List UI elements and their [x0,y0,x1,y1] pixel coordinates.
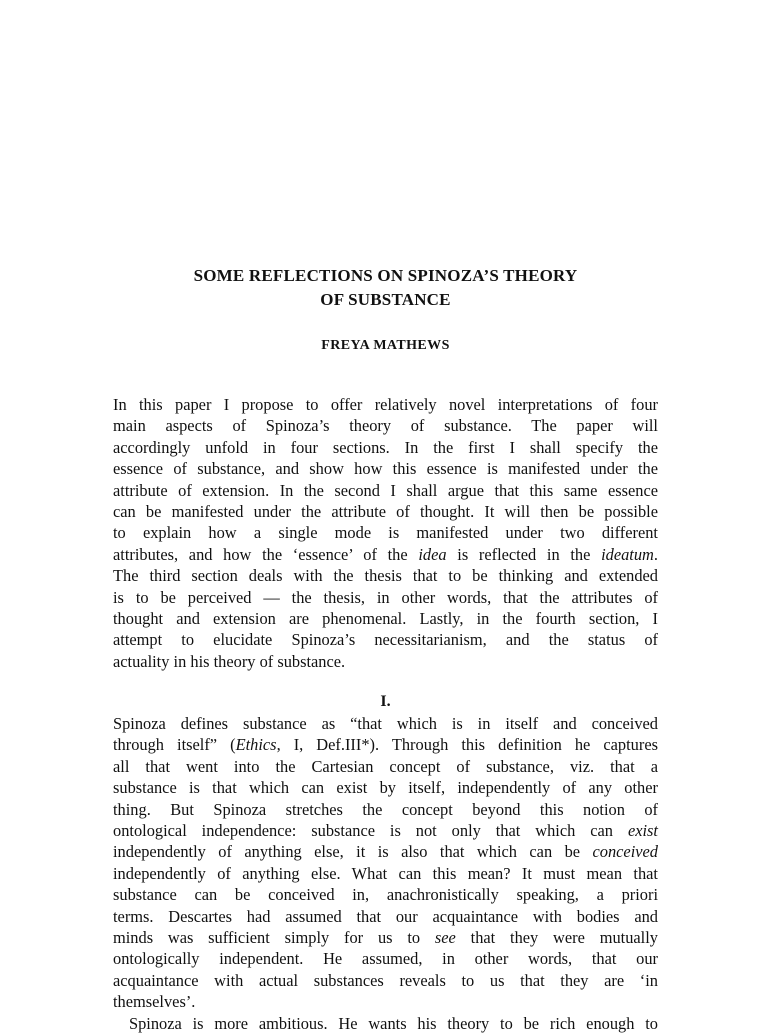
text-line: ontologically independent. He assumed, in other words, that our [113,949,658,969]
section-1-body [113,713,658,1034]
text-segment: minds was sufficient simply for us to [113,928,435,948]
text-line: attribute of extension. In the second I shall argue that this same essence [113,480,658,500]
emphasis-conceived: conceived [592,842,658,862]
emphasis-idea: idea [418,544,447,564]
text-line: substance can be conceived in, anachronistically speaking, a priori [113,885,658,905]
text-line [113,734,658,755]
text-segment: . [653,544,658,564]
text-line: independently of anything else. What can this mean? It must mean that [113,863,658,883]
text-line: The third section deals with the thesis that to be thinking and extended [113,566,658,586]
text-segment: through itself” ( [113,735,236,755]
emphasis-exist: exist [627,821,658,841]
emphasis-ethics: Ethics [235,735,277,755]
text-line: thought and extension are phenomenal. Lastly, in the fourth section, I [113,609,658,629]
text-line: all that went into the Cartesian concept of substance, viz. that a [113,756,658,776]
emphasis-see: see [434,928,456,948]
text-line: substance is that which can exist by itself, independently of any other [113,778,658,798]
text-line: main aspects of Spinoza’s theory of substance. The paper will [113,416,658,436]
paper-title [113,264,658,312]
paper-page [113,0,658,1033]
text-segment: , I, Def.III*). Through this definition he captures [276,735,658,755]
text-segment: ontological independence: substance is not only that which can [113,821,628,841]
text-line: essence of substance, and show how this essence is manifested under the [113,459,658,479]
text-line: acquaintance with actual substances reveals to us that they are ‘in [113,970,658,990]
emphasis-ideatum: ideatum [601,544,654,564]
text-line: Spinoza is more ambitious. He wants his theory to be rich enough to [129,1013,658,1033]
paper-author: FREYA MATHEWS [321,338,450,353]
text-segment: is reflected in the [446,544,602,564]
section-heading-1: I. [380,693,391,710]
text-line [113,544,658,565]
text-segment: that they were mutually [455,928,658,948]
text-line: can be manifested under the attribute of thought. It will then be possible [113,502,658,522]
text-line: Spinoza defines substance as “that which is in itself and conceived [113,714,658,733]
text-line: is to be perceived — the thesis, in other words, that the attributes of [113,587,658,607]
paper-title-line-1: SOME REFLECTIONS ON SPINOZA’S THEORY [193,266,578,285]
text-line: terms. Descartes had assumed that our acquaintance with bodies and [113,906,658,926]
text-line: accordingly unfold in four sections. In the first I shall specify the [113,437,658,457]
text-line: In this paper I propose to offer relatively novel interpretations of four [113,395,658,414]
text-line: themselves’. [113,992,196,1012]
text-line [113,927,658,948]
text-line [113,841,658,862]
text-segment: independently of anything else, it is also that which can be [113,842,593,862]
text-line: thing. But Spinoza stretches the concept beyond this notion of [113,799,658,819]
text-line: to explain how a single mode is manifested under two different [113,523,658,543]
text-line: attempt to elucidate Spinoza’s necessitarianism, and the status of [113,630,658,650]
text-line [113,820,658,841]
paper-title-line-2: OF SUBSTANCE [320,290,451,309]
abstract-paragraph [113,394,658,672]
text-segment: attributes, and how the ‘essence’ of the [113,544,419,564]
text-line: actuality in his theory of substance. [113,651,346,671]
